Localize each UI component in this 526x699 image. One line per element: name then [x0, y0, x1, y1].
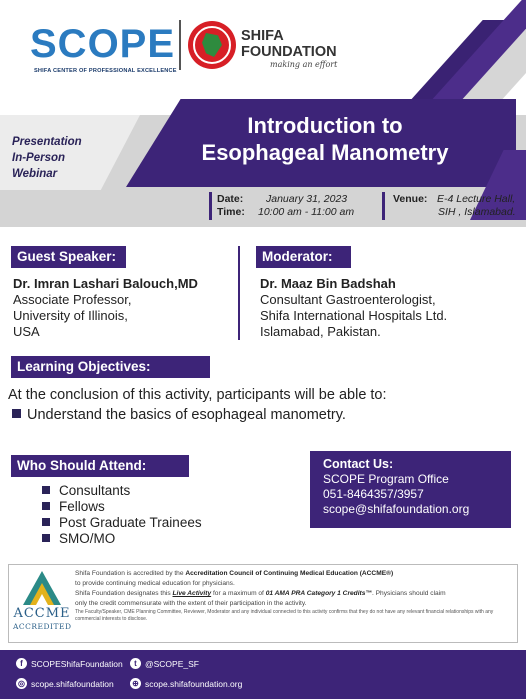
date-value: January 31, 2023 [266, 193, 348, 205]
title-line: Esophageal Manometry [201, 140, 449, 165]
moderator-detail: Islamabad, Pakistan. [260, 324, 381, 339]
accme-logo [13, 569, 71, 639]
presentation-type-line: Webinar [12, 168, 58, 180]
presentation-type-line: Presentation [12, 136, 82, 148]
objectives-intro: At the conclusion of this activity, participants will be able to: [8, 387, 387, 403]
presentation-type [12, 134, 122, 182]
attendee-text: Post Graduate Trainees [59, 515, 202, 530]
guest-speaker-detail: Associate Professor, [13, 292, 132, 307]
title-line: Introduction to [247, 113, 403, 138]
accme-logo-sub: ACCREDITED [13, 622, 72, 631]
moderator-name: Dr. Maaz Bin Badshah [260, 276, 396, 291]
bullet-icon [42, 502, 50, 510]
instagram-icon: ◎ [16, 678, 27, 689]
scope-logo-text: SCOPE [30, 22, 176, 66]
learning-objectives-heading: Learning Objectives: [11, 356, 210, 378]
guest-speaker-detail: University of Illinois, [13, 308, 128, 323]
bullet-icon [42, 486, 50, 494]
contact-email[interactable]: scope@shifafoundation.org [323, 502, 470, 516]
attendee-item [42, 515, 202, 530]
objective-item [12, 407, 346, 423]
website-link[interactable]: ⊕ scope.shifafoundation.org [130, 678, 242, 689]
venue-label: Venue: [393, 193, 428, 205]
presentation-type-line: In-Person [12, 152, 66, 164]
divider [382, 192, 385, 220]
shifa-tagline: making an effort [270, 60, 338, 69]
shifa-foundation-name [241, 28, 337, 60]
column-divider [238, 246, 240, 340]
divider [209, 192, 212, 220]
attendee-item [42, 499, 105, 514]
guest-speaker-detail: USA [13, 324, 40, 339]
time-value: 10:00 am - 11:00 am [258, 206, 355, 218]
accme-logo-name: ACCME [13, 606, 71, 621]
who-should-attend-heading: Who Should Attend: [11, 455, 189, 477]
attendee-text: Consultants [59, 483, 131, 498]
instagram-link[interactable]: ◎ scope.shifafoundation [18, 678, 114, 689]
accreditation-box [8, 564, 518, 643]
objective-text: Understand the basics of esophageal manometry. [27, 407, 346, 423]
globe-icon: ⊕ [130, 678, 141, 689]
bullet-icon [12, 409, 21, 418]
attendee-item [42, 531, 115, 546]
contact-box [310, 451, 511, 528]
moderator-heading: Moderator: [256, 246, 351, 268]
attendee-text: Fellows [59, 499, 105, 514]
facebook-icon: f [16, 658, 27, 669]
guest-speaker-heading: Guest Speaker: [11, 246, 126, 268]
disclaimer: The Faculty/Speaker, CME Planning Committee, Reviewer, Moderator and any individual connected to this activity confirms that they do not have any relevant financial relationships with any commercial interests to disclose. [75, 609, 494, 622]
moderator-detail: Shifa International Hospitals Ltd. [260, 308, 448, 323]
contact-office: SCOPE Program Office [323, 472, 449, 486]
contact-heading: Contact Us: [323, 457, 394, 471]
venue-line2: SIH , Islamabad. [438, 206, 516, 218]
shifa-emblem-icon [188, 21, 236, 69]
time-label: Time: [217, 206, 245, 218]
footer [0, 650, 526, 699]
scope-logo [30, 20, 175, 76]
moderator-detail: Consultant Gastroenterologist, [260, 292, 436, 307]
attendee-item [42, 483, 130, 498]
bullet-icon [42, 534, 50, 542]
venue-line1: E-4 Lecture Hall, [437, 193, 516, 205]
bullet-icon [42, 518, 50, 526]
contact-phone[interactable]: 051-8464357/3957 [323, 487, 424, 501]
guest-speaker-name: Dr. Imran Lashari Balouch,MD [13, 276, 198, 291]
shifa-name-line2: FOUNDATION [241, 44, 337, 60]
attendee-text: SMO/MO [59, 531, 116, 546]
scope-subtitle: SHIFA CENTER OF PROFESSIONAL EXCELLENCE [34, 68, 177, 74]
twitter-link[interactable]: t @SCOPE_SF [130, 658, 199, 669]
date-label: Date: [217, 193, 244, 205]
facebook-link[interactable]: f SCOPEShifaFoundation [16, 658, 123, 669]
page-title [140, 112, 510, 166]
twitter-icon: t [130, 658, 141, 669]
accreditation-statement: Shifa Foundation is accredited by the Accreditation Council of Continuing Medical Education (ACCME®) to provide continuing medical education for physicians. Shifa Foundation designates this Live Activity for a maximum of 01 AMA PRA Category 1 Credits™. Physicians should claim only the credit commensurate with the extent of their participation in the activity. The Faculty/Speaker, CME Planning Committee, Reviewer, Moderator and any individual connected to this activity confirms that they do not have any relevant financial relationships with any commercial interests to disclose. [75, 569, 511, 623]
shifa-name-line1: SHIFA [241, 28, 284, 44]
logo-divider [179, 20, 181, 70]
